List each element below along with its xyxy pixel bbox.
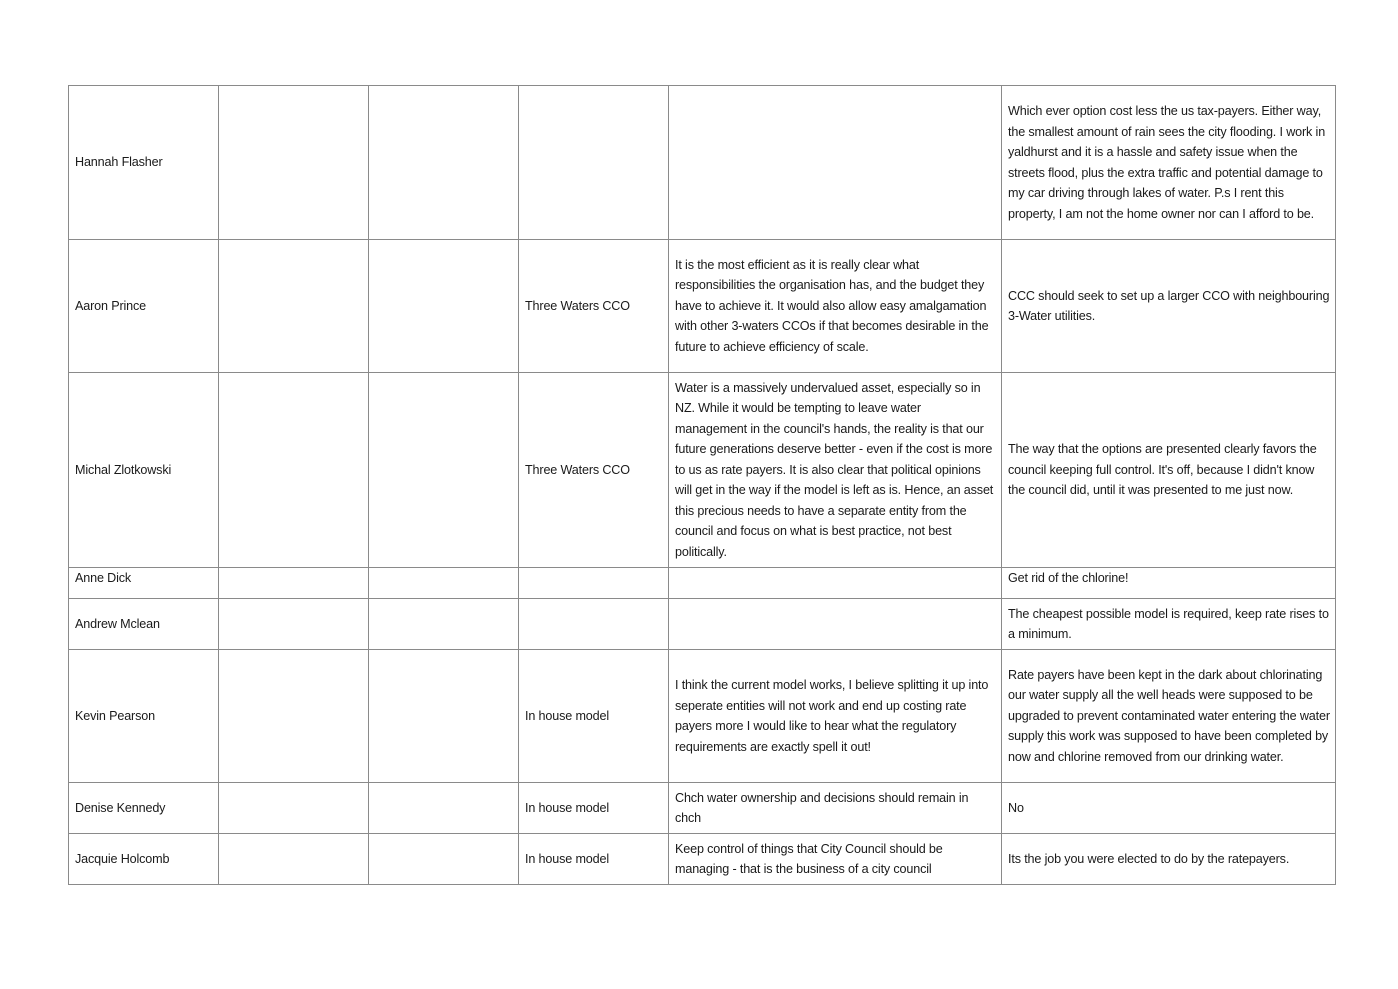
blank-cell (369, 650, 519, 783)
preferred-model: In house model (519, 650, 669, 783)
model-reason: Keep control of things that City Council should be managing - that is the business of a city council (669, 834, 1002, 885)
blank-cell (219, 783, 369, 834)
model-reason: It is the most efficient as it is really clear what responsibilities the organisation has, and the budget they have to achieve it. It would also allow easy amalgamation with other 3-waters CCOs if that becomes desirable in the future to achieve efficiency of scale. (669, 240, 1002, 373)
preferred-model: In house model (519, 783, 669, 834)
table-row (69, 834, 1336, 885)
preferred-model: In house model (519, 834, 669, 885)
table-row (69, 568, 1336, 599)
model-reason (669, 568, 1002, 599)
blank-cell (369, 86, 519, 240)
preferred-model (519, 599, 669, 650)
table-row (69, 599, 1336, 650)
additional-comment: The cheapest possible model is required, keep rate rises to a minimum. (1002, 599, 1336, 650)
additional-comment: The way that the options are presented clearly favors the council keeping full control. It's off, because I didn't know the council did, until it was presented to me just now. (1002, 373, 1336, 568)
submitter-name: Michal Zlotkowski (69, 373, 219, 568)
additional-comment: Its the job you were elected to do by the ratepayers. (1002, 834, 1336, 885)
additional-comment: Get rid of the chlorine! (1002, 568, 1336, 599)
table-row (69, 240, 1336, 373)
additional-comment: Which ever option cost less the us tax-payers. Either way, the smallest amount of rain sees the city flooding. I work in yaldhurst and it is a hassle and safety issue when the streets flood, plus the extra traffic and potential damage to my car driving through lakes of water. P.s I rent this property, I am not the home owner nor can I afford to be. (1002, 86, 1336, 240)
blank-cell (219, 568, 369, 599)
additional-comment: Rate payers have been kept in the dark about chlorinating our water supply all the well heads were supposed to be upgraded to prevent contaminated water entering the water supply this work was supposed to have been completed by now and chlorine removed from our drinking water. (1002, 650, 1336, 783)
blank-cell (219, 240, 369, 373)
blank-cell (369, 568, 519, 599)
table-body (69, 86, 1336, 885)
table-row (69, 86, 1336, 240)
blank-cell (219, 86, 369, 240)
blank-cell (369, 373, 519, 568)
blank-cell (219, 599, 369, 650)
preferred-model: Three Waters CCO (519, 373, 669, 568)
blank-cell (369, 240, 519, 373)
preferred-model: Three Waters CCO (519, 240, 669, 373)
blank-cell (369, 834, 519, 885)
additional-comment: CCC should seek to set up a larger CCO with neighbouring 3-Water utilities. (1002, 240, 1336, 373)
submissions-table (68, 85, 1336, 885)
submitter-name: Anne Dick (69, 568, 219, 599)
submitter-name: Denise Kennedy (69, 783, 219, 834)
model-reason: Chch water ownership and decisions should remain in chch (669, 783, 1002, 834)
table-row (69, 783, 1336, 834)
submitter-name: Jacquie Holcomb (69, 834, 219, 885)
blank-cell (219, 373, 369, 568)
submitter-name: Andrew Mclean (69, 599, 219, 650)
blank-cell (369, 783, 519, 834)
preferred-model (519, 568, 669, 599)
preferred-model (519, 86, 669, 240)
model-reason (669, 86, 1002, 240)
blank-cell (219, 834, 369, 885)
blank-cell (369, 599, 519, 650)
table-row (69, 650, 1336, 783)
model-reason (669, 599, 1002, 650)
submitter-name: Hannah Flasher (69, 86, 219, 240)
model-reason: I think the current model works, I believe splitting it up into seperate entities will not work and end up costing rate payers more I would like to hear what the regulatory requirements are exactly spell it out! (669, 650, 1002, 783)
submitter-name: Kevin Pearson (69, 650, 219, 783)
blank-cell (219, 650, 369, 783)
additional-comment: No (1002, 783, 1336, 834)
model-reason: Water is a massively undervalued asset, especially so in NZ. While it would be tempting to leave water management in the council's hands, the reality is that our future generations deserve better - even if the cost is more to us as rate payers. It is also clear that political opinions will get in the way if the model is left as is. Hence, an asset this precious needs to have a separate entity from the council and focus on what is best practice, not best politically. (669, 373, 1002, 568)
table-row (69, 373, 1336, 568)
submitter-name: Aaron Prince (69, 240, 219, 373)
